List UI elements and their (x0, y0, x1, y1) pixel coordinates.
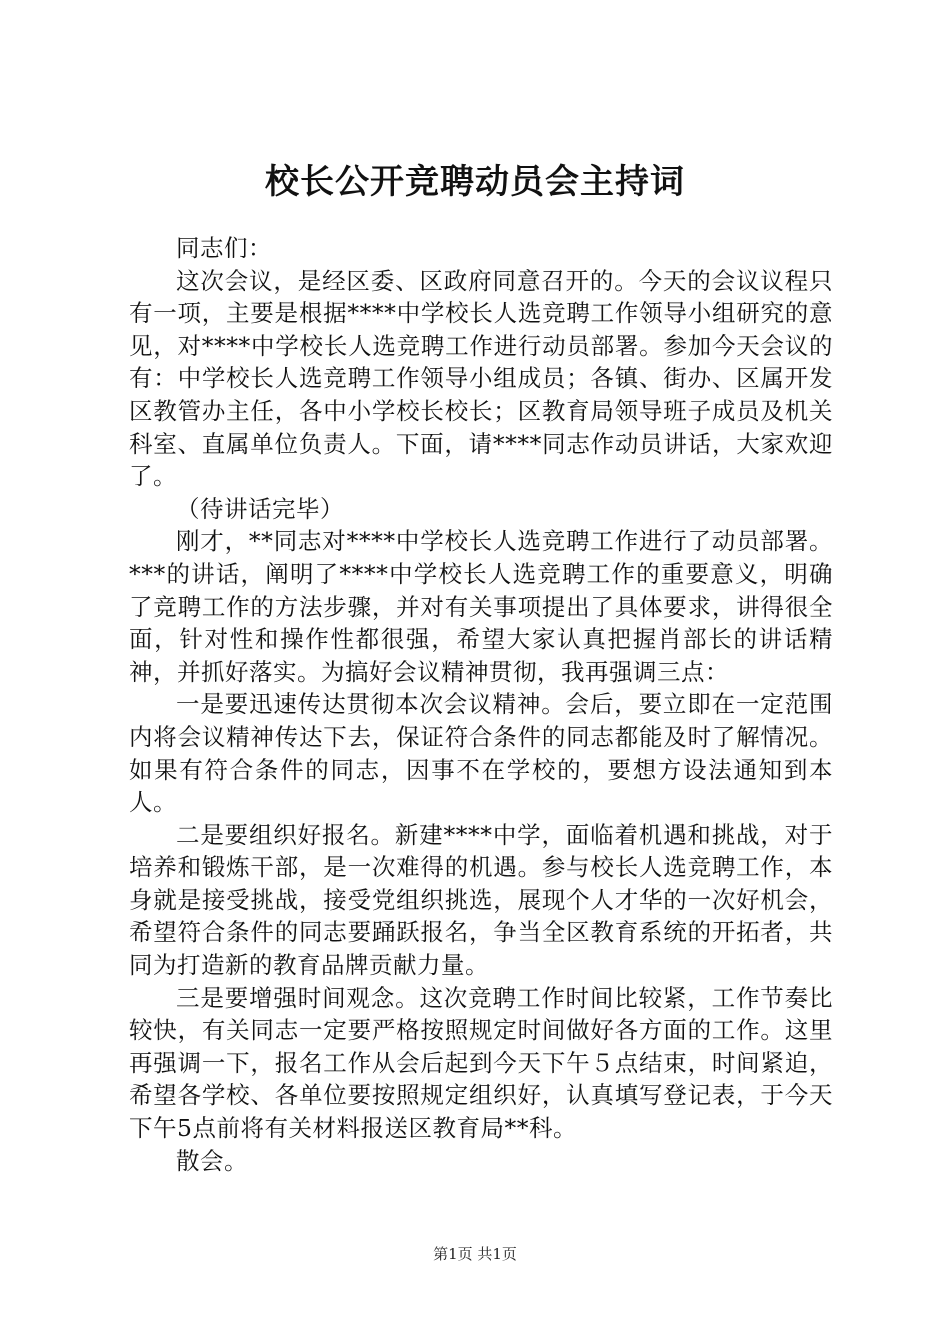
document-title: 校长公开竞聘动员会主持词 (265, 162, 685, 202)
page-footer: 第1页 共1页 (433, 1245, 517, 1263)
paragraph-closing: 散会。 (176, 1146, 248, 1175)
paragraph-point-one: 一是要迅速传达贯彻本次会议精神。会后，要立即在一定范围内将会议精神传达下去，保证符合条件的同志都能及时了解情况。如果有符合条件的同志，因事不在学校的，要想方设法通知到本人。 (129, 690, 833, 817)
document-body (129, 232, 833, 1177)
paragraph-salutation: 同志们： (176, 234, 272, 262)
paragraph-pause-note: （待讲话完毕） (176, 494, 344, 523)
paragraph-opening: 这次会议，是经区委、区政府同意召开的。今天的会议议程只有一项，主要是根据****中学校长人选竞聘工作领导小组研究的意见，对****中学校长人选竞聘工作进行动员部署。参加今天会议的有：中学校长人选竞聘工作领导小组成员；各镇、街办、区属开发区教管办主任，各中小学校长校长；区教育局领导班子成员及机关科室、直属单位负责人。下面，请****同志作动员讲话，大家欢迎了。 (129, 266, 833, 491)
paragraph-summary: 刚才，**同志对****中学校长人选竞聘工作进行了动员部署。***的讲话，阐明了****中学校长人选竞聘工作的重要意义，明确了竞聘工作的方法步骤，并对有关事项提出了具体要求，讲得很全面，针对性和操作性都很强，希望大家认真把握肖部长的讲话精神，并抓好落实。为搞好会议精神贯彻，我再强调三点： (129, 527, 833, 686)
paragraph-point-two: 二是要组织好报名。新建****中学，面临着机遇和挑战，对于培养和锻炼干部，是一次难得的机遇。参与校长人选竞聘工作，本身就是接受挑战，接受党组织挑选，展现个人才华的一次好机会，希望符合条件的同志要踊跃报名，争当全区教育系统的开拓者，共同为打造新的教育品牌贡献力量。 (129, 820, 833, 980)
paragraph-point-three: 三是要增强时间观念。这次竞聘工作时间比较紧，工作节奏比较快，有关同志一定要严格按照规定时间做好各方面的工作。这里再强调一下，报名工作从会后起到今天下午５点结束，时间紧迫，希望各学校、各单位要按照规定组织好，认真填写登记表，于今天下午5点前将有关材料报送区教育局**科。 (129, 983, 833, 1143)
